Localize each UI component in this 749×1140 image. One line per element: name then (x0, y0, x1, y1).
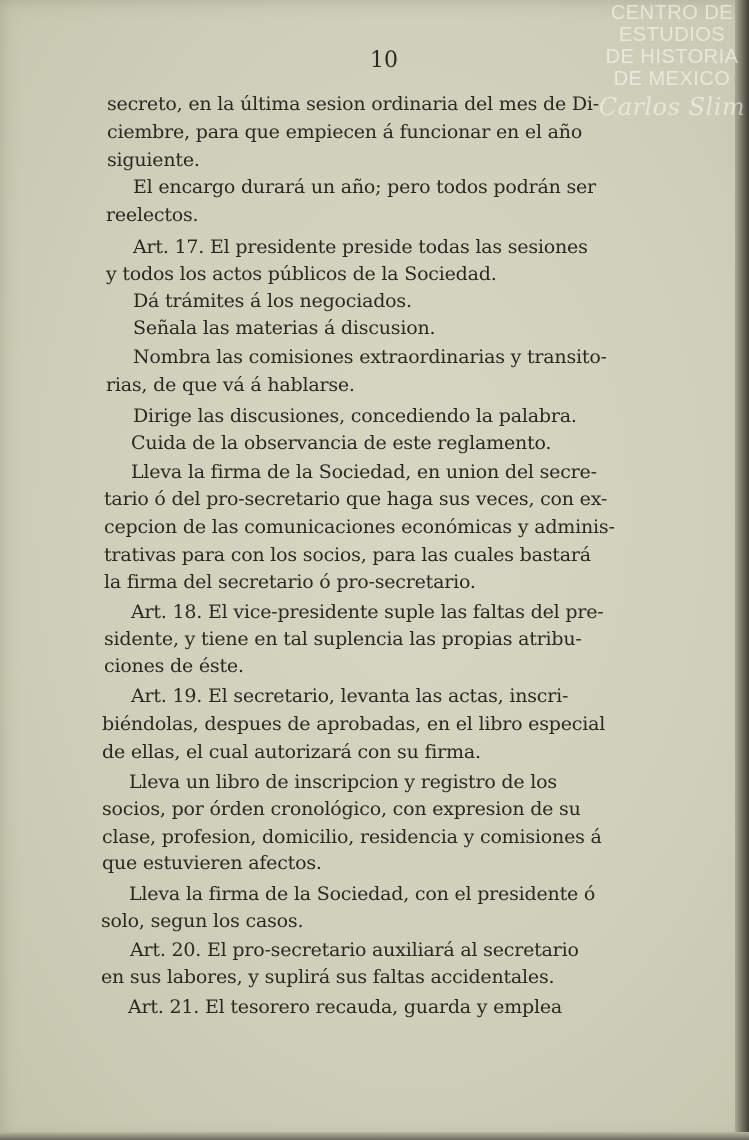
text-line: solo, segun los casos. (101, 910, 304, 932)
text-line: El encargo durará un año; pero todos podrán ser (133, 176, 596, 198)
text-line: Dirige las discusiones, concediendo la palabra. (133, 405, 577, 427)
text-line: secreto, en la última sesion ordinaria del mes de Di- (107, 93, 600, 115)
text-line: Lleva un libro de inscripcion y registro de los (129, 771, 557, 793)
text-line: siguiente. (107, 149, 200, 171)
text-line: Art. 21. El tesorero recauda, guarda y emplea (128, 996, 563, 1018)
watermark-line: CENTRO DE (610, 2, 734, 24)
text-line: la firma del secretario ó pro-secretario. (104, 571, 476, 593)
text-line: Dá trámites á los negociados. (133, 290, 412, 312)
text-line: Lleva la firma de la Sociedad, con el presidente ó (129, 883, 596, 905)
text-line: Cuida de la observancia de este reglamento. (131, 432, 552, 454)
text-line: reelectos. (106, 204, 199, 226)
text-line: rias, de que vá á hablarse. (106, 374, 355, 396)
text-line: trativas para con los socios, para las cuales bastará (104, 544, 591, 566)
text-line: Art. 17. El presidente preside todas las sesiones (133, 236, 588, 258)
watermark-line: ESTUDIOS (618, 24, 726, 46)
text-line: y todos los actos públicos de la Sociedad. (106, 263, 497, 285)
text-line: clase, profesion, domicilio, residencia y comisiones á (102, 826, 602, 848)
text-line: Art. 20. El pro-secretario auxiliará al secretario (130, 939, 579, 961)
text-line: Lleva la firma de la Sociedad, en union del secre- (131, 461, 597, 483)
text-line: Nombra las comisiones extraordinarias y transito- (133, 346, 607, 368)
text-line: socios, por órden cronológico, con expresion de su (102, 798, 581, 820)
institution-watermark (598, 2, 746, 124)
watermark-signature: Carlos Slim (598, 93, 746, 121)
page-bottom-edge (0, 1132, 749, 1140)
text-line: sidente, y tiene en tal suplencia las propias atribu- (104, 628, 582, 650)
text-line: en sus labores, y suplirá sus faltas accidentales. (101, 966, 555, 988)
page-number: 10 (370, 48, 398, 73)
watermark-line: DE HISTORIA (605, 46, 739, 68)
text-line: tario ó del pro-secretario que haga sus veces, con ex- (104, 488, 608, 510)
page-right-edge (735, 0, 749, 1140)
text-line: Art. 19. El secretario, levanta las actas, inscri- (131, 685, 569, 707)
text-line: biéndolas, despues de aprobadas, en el libro especial (102, 713, 606, 735)
text-line: de ellas, el cual autorizará con su firma. (102, 741, 481, 763)
text-line: ciones de éste. (104, 655, 244, 677)
text-line: que estuvieren afectos. (102, 852, 322, 874)
text-line: ciembre, para que empiecen á funcionar en el año (107, 121, 583, 143)
text-line: Señala las materias á discusion. (133, 317, 436, 339)
text-line: Art. 18. El vice-presidente suple las faltas del pre- (131, 601, 604, 623)
watermark-line: DE MEXICO (613, 68, 731, 90)
text-line: cepcion de las comunicaciones económicas y adminis- (104, 516, 615, 538)
